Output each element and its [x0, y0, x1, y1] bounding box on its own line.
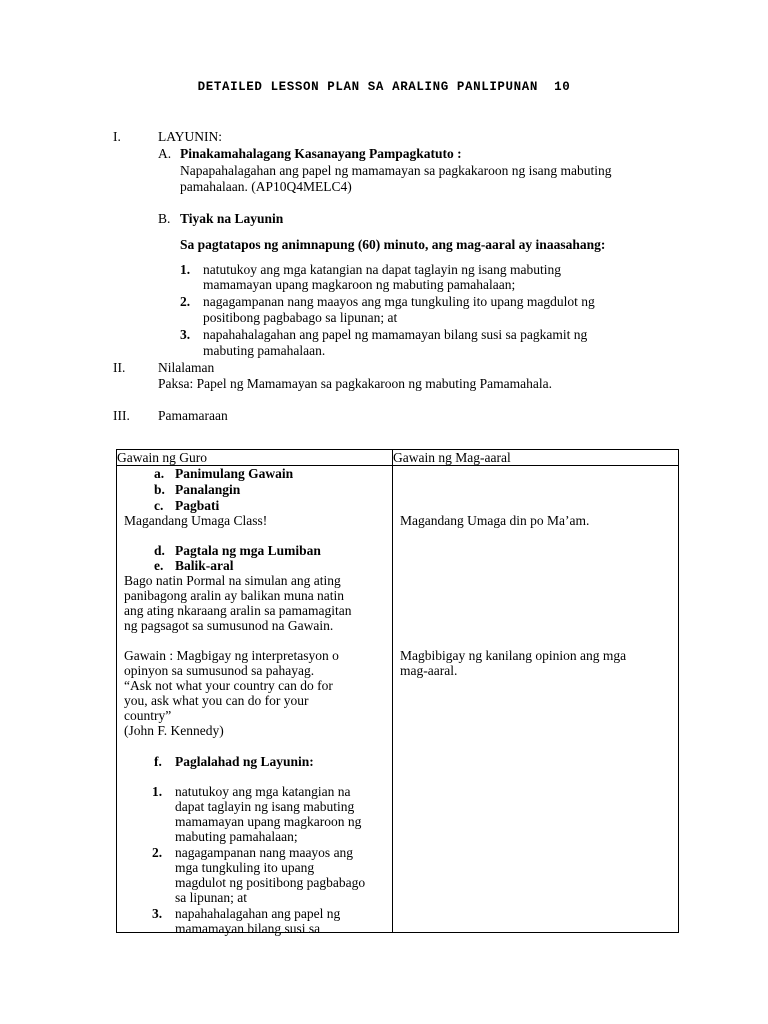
- objective-line: nagagampanan nang maayos ang: [175, 845, 354, 860]
- objective-line: mabuting pamahalaan;: [175, 829, 298, 844]
- step-title: Paglalahad ng Layunin:: [175, 754, 314, 769]
- student-opinion-line: mag-aaral.: [400, 663, 458, 678]
- objective-line: natutukoy ang mga katangian na: [175, 784, 351, 799]
- step-title: Pagtala ng mga Lumiban: [175, 543, 321, 558]
- header-student-activity: Gawain ng Mag-aaral: [393, 450, 679, 466]
- section-i-a-label: Pinakamahalagang Kasanayang Pampagkatuto :: [180, 146, 462, 161]
- review-line: Bago natin Pormal na simulan ang ating: [124, 573, 341, 588]
- objective-line: sa lipunan; at: [175, 890, 247, 905]
- objective-number: 2.: [180, 294, 191, 309]
- objective-line: mga tungkuling ito upang: [175, 860, 315, 875]
- objective-number: 3.: [180, 327, 191, 342]
- objective-line: magdulot ng positibong pagbabago: [175, 875, 366, 890]
- objective-line: mabuting pamahalaan.: [203, 343, 326, 358]
- step-title: Panalangin: [175, 482, 241, 497]
- section-i-a-letter: A.: [158, 146, 172, 161]
- objective-line: napahahalagahan ang papel ng mamamayan bilang susi sa pagkamit ng: [203, 327, 588, 342]
- gawain-line: you, ask what you can do for your: [124, 693, 309, 708]
- section-i-heading: LAYUNIN:: [158, 129, 222, 144]
- review-line: ang ating nkaraang aralin sa pamamagitan: [124, 603, 352, 618]
- objective-line: mamamayan upang magkaroon ng mabuting pamahalaan;: [203, 277, 516, 292]
- step-letter: d.: [154, 543, 165, 558]
- step-letter: a.: [154, 466, 165, 481]
- gawain-line: country”: [124, 708, 172, 723]
- review-line: panibagong aralin ay balikan muna natin: [124, 588, 345, 603]
- gawain-line: (John F. Kennedy): [124, 723, 224, 738]
- objective-number: 1.: [152, 784, 163, 799]
- student-opinion-line: Magbibigay ng kanilang opinion ang mga: [400, 648, 627, 663]
- review-line: ng pagsagot sa sumusunod na Gawain.: [124, 618, 334, 633]
- section-i-b-label: Tiyak na Layunin: [180, 211, 284, 226]
- gawain-line: Gawain : Magbigay ng interpretasyon o: [124, 648, 339, 663]
- section-i-a-line2: pamahalaan. (AP10Q4MELC4): [180, 179, 352, 194]
- section-i-b-letter: B.: [158, 211, 171, 226]
- procedure-table: [116, 449, 679, 936]
- section-i-b-intro: Sa pagtatapos ng animnapung (60) minuto, ang mag-aaral ay inaasahang:: [180, 237, 606, 252]
- section-ii-topic: Paksa: Papel ng Mamamayan sa pagkakaroon ng mabuting Pamamahala.: [158, 376, 553, 391]
- objective-number: 2.: [152, 845, 163, 860]
- step-title: Panimulang Gawain: [175, 466, 294, 481]
- section-ii-numeral: II.: [113, 360, 126, 375]
- gawain-line: “Ask not what your country can do for: [124, 678, 333, 693]
- step-letter: b.: [154, 482, 165, 497]
- objective-line: napahahalagahan ang papel ng: [175, 906, 341, 921]
- gawain-line: opinyon sa sumusunod sa pahayag.: [124, 663, 315, 678]
- table-row: [117, 466, 679, 933]
- step-letter: f.: [154, 754, 162, 769]
- step-letter: c.: [154, 498, 164, 513]
- document-title: DETAILED LESSON PLAN SA ARALING PANLIPUNAN 10: [197, 80, 571, 94]
- step-title: Balik-aral: [175, 558, 234, 573]
- table-header-row: [117, 450, 679, 466]
- objective-line: dapat taglayin ng isang mabuting: [175, 799, 355, 814]
- student-greeting-reply: Magandang Umaga din po Ma’am.: [400, 513, 590, 528]
- section-i-numeral: I.: [113, 129, 121, 144]
- objective-line: mamamayan upang magkaroon ng: [175, 814, 362, 829]
- section-iii-numeral: III.: [113, 408, 130, 423]
- section-iii-heading: Pamamaraan: [158, 408, 228, 423]
- objective-number: 1.: [180, 262, 191, 277]
- step-letter: e.: [154, 558, 164, 573]
- teacher-greeting: Magandang Umaga Class!: [124, 513, 268, 528]
- teacher-activity-cell: [117, 466, 393, 936]
- objective-line: mamamayan bilang susi sa: [175, 921, 321, 936]
- objective-line: nagagampanan nang maayos ang mga tungkuling ito upang magdulot ng: [203, 294, 595, 309]
- step-title: Pagbati: [175, 498, 220, 513]
- section-i-a-line1: Napapahalagahan ang papel ng mamamayan sa pagkakaroon ng isang mabuting: [180, 163, 612, 178]
- student-activity-cell: [393, 466, 679, 933]
- objective-number: 3.: [152, 906, 163, 921]
- section-ii-heading: Nilalaman: [158, 360, 215, 375]
- objective-line: positibong pagbabago sa lipunan; at: [203, 310, 398, 325]
- header-teacher-activity: Gawain ng Guro: [117, 450, 393, 466]
- objective-line: natutukoy ang mga katangian na dapat taglayin ng isang mabuting: [203, 262, 562, 277]
